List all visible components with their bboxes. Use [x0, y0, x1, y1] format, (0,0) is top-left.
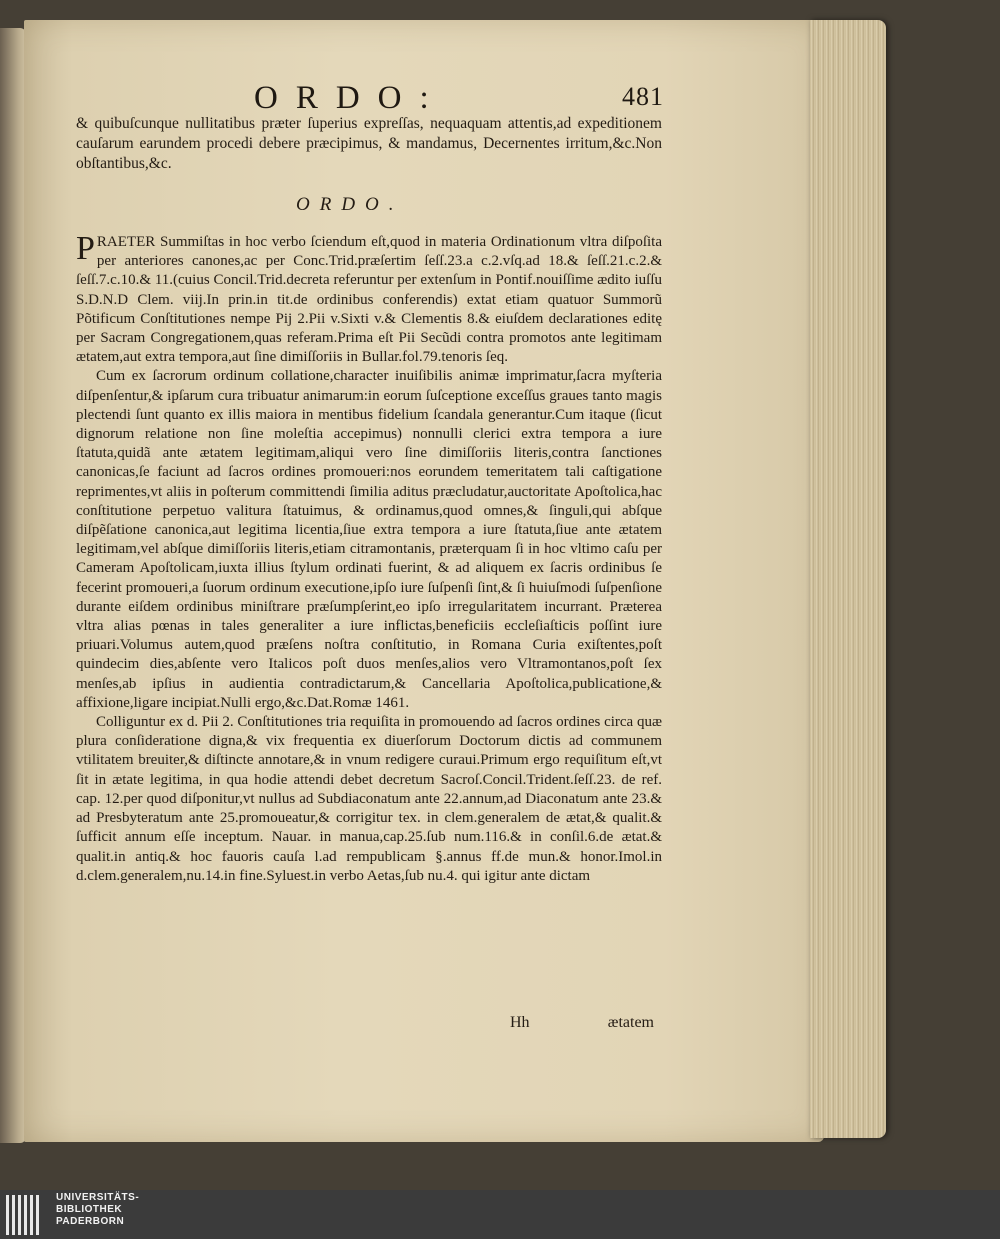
paragraph: [76, 230, 662, 367]
library-name-line: BIBLIOTHEK: [56, 1204, 123, 1215]
body-text: [76, 230, 662, 886]
paragraph: Colliguntur ex d. Pii 2. Conſtitutiones tria requiſita in promouendo ad ſacros ordines circa quæ plura conſideratione digna,& vix frequentia ex diuerſorum Doctorum dictis ad communem vtilitatem breuiter,& diſtincte annotare,& in vnum redigere curaui.Primum ergo requiſitum eſt,vt ſit in ætate legitima, in qua hodie attendi debet decretum Sacroſ.Concil.Trident.ſeſſ.23. de ref. cap. 12.per quod diſponitur,vt nullus ad Subdiaconatum ante 22.annum,ad Diaconatum ante 23.& ad Presbyteratum ante 25.promoueatur,& corrigitur tex. in clem.generalem de ætat,& qualit.& ſufficit annum eſſe inceptum. Nauar. in manua,cap.25.ſub num.116.& in conſil.6.de ætat.& qualit.in antiq.& hoc fauoris cauſa l.ad rempublicam §.annus ff.de mun.& honor.Imol.in d.clem.generalem,nu.14.in fine.Syluest.in verbo Aetas,ſub nu.4. qui igitur ante dictam: [76, 714, 662, 884]
paragraph: Cum ex ſacrorum ordinum collatione,character inuiſibilis animæ imprimatur,ſacra myſteria diſpenſentur,& ipſarum cura tribuatur animarum:in eorum ſuſceptione exceſſus graues tanto magis plectendi ſunt quanto ex illis maiora in mentibus fidelium ſcandala generantur.Cum itaque (ſicut dignorum relatione non ſine moleſtia accepimus) nonnulli clerici extra tempora a iure ſtatuta,quidã ante ætatem legitimam,aliqui vero ſine dimiſſoriis literis,contra ſanctiones canonicas,ſe faciunt ad ſacros ordines promoueri:nos eorundem temeritatem tali caſtigatione reprimentes,vt aliis in poſterum committendi ſimilia aditus præcludatur,auctoritate Apoſtolica,hac conſtitutione perpetuo valitura ſtatuimus, & ordinamus,quod omnes,& ſinguli,qui abſque diſpẽſatione canonica,aut legitima licentia,ſiue extra tempora a iure ſtatuta,ſiue ante ætatem legitimam,vel abſque dimiſſoriis literis,etiam citramontanis, præterquam ſi in hoc vltimo caſu per Cameram Apoſtolicam,iuxta illius ſtylum ordinati fuerint, & ad aliquem ex ſacris ordinibus ſe fecerint promoueri,a ſuorum ordinum executione,ipſo iure ſuſpenſi ſint,& ſi huiuſmodi ſuſpenſione durante eiſdem ordinibus miniſtrare præſumpſerint,eo ipſo irregularitatem incurrant. Præterea vltra alias pœnas in tales generaliter a iure inflictas,beneficiis eccleſiaſticis poſſint iure priuari.Volumus autem,quod præſens noſtra conſtitutio, in Romana Curia exiſtentes,poſt quindecim dies,abſente vero Italicos poſt duos menſes,alios vero Vltramontanos,poſt ſex menſes,ab ipſius in audientia contradictarum,& Cancellaria Apoſtolica,publicatione,& affixione,ligare incipiat.Nulli ergo,&c.Dat.Romæ 1461.: [76, 368, 662, 711]
catchword: ætatem: [607, 1014, 654, 1031]
library-footer-bar: [0, 1190, 1000, 1239]
signature-mark: Hh: [510, 1014, 530, 1031]
left-page-edge: [0, 28, 26, 1143]
drop-cap: P: [76, 230, 95, 267]
page-number: 481: [622, 82, 664, 111]
running-head: ORDO:: [254, 80, 447, 116]
page-footer-line: [510, 1014, 660, 1036]
library-name-line: PADERBORN: [56, 1216, 125, 1227]
section-title: ORDO.: [296, 194, 404, 215]
page-edges: [810, 20, 886, 1138]
library-logo-icon: [6, 1195, 46, 1235]
library-name-line: UNIVERSITÄTS-: [56, 1192, 140, 1203]
library-name: [56, 1192, 139, 1228]
opening-text: & quibuſcunque nullitatibus præter ſuperius expreſſas, nequaquam attentis,ad expeditionem cauſarum earundem procedi debere præcipimus, & mandamus, Decernentes irritum,&c.Non obſtantibus,&c.: [76, 115, 662, 172]
paragraph-text: RAETER Summiſtas in hoc verbo ſciendum eſt,quod in materia Ordinationum vltra diſpoſita per anteriores canones,ac per Conc.Trid.præſertim ſeſſ.23.a c.2.vſq.ad 18.& ſeſſ.21.c.2.& ſeſſ.7.c.10.& 11.(cuius Concil.Trid.decreta referuntur per extenſum in Pontif.nouiſſime ædito iuſſu S.D.N.D Clem. viij.In prin.in tit.de ordinibus conferendis) extat etiam quatuor Summorũ Põtificum Conſtitutiones nempe Pij 2.Pii v.Sixti v.& Clementis 8.& eiuſdem declarationes editę per Sacram Congregationem,quas referam.Prima eſt Pii Secũdi contra promotos ante legitimam ætatem,aut extra tempora,aut ſine dimiſſoriis in Bullar.fol.79.tenoris ſeq.: [76, 234, 662, 366]
